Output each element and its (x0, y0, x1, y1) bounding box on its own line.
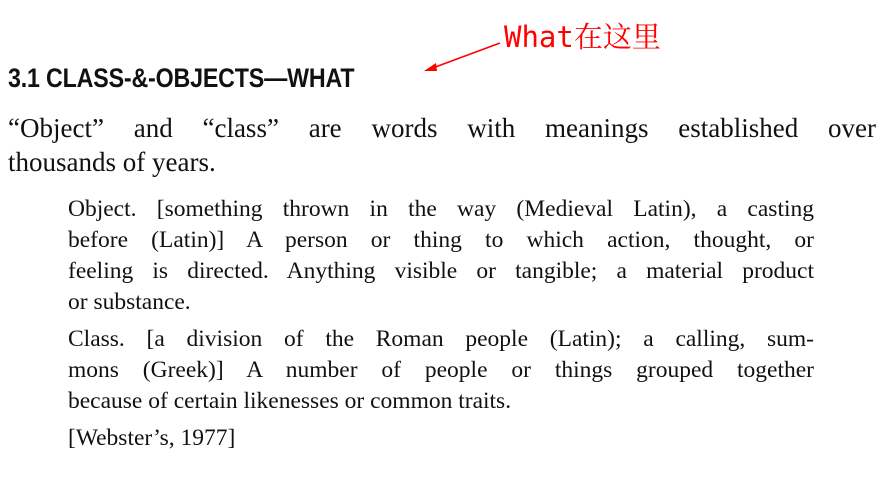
object-definition-line: or substance. (68, 289, 191, 315)
dictionary-quote (68, 194, 814, 460)
citation: [Webster’s, 1977] (68, 425, 236, 451)
class-definition (68, 324, 814, 417)
object-definition-line: feeling is directed. Anything visible or tangible; a material product (68, 258, 814, 284)
object-definition-line: before (Latin)] A person or thing to which action, thought, or (68, 227, 814, 253)
intro-line: thousands of years. (8, 147, 216, 177)
handwritten-annotation: What在这里 (504, 20, 661, 54)
intro-paragraph (8, 111, 876, 179)
class-definition-line: Class. [a division of the Roman people (Latin); a calling, sum- (68, 326, 814, 352)
object-definition (68, 194, 814, 318)
intro-line: “Object” and “class” are words with meanings established over (8, 113, 876, 143)
object-definition-line: Object. [something thrown in the way (Medieval Latin), a casting (68, 196, 814, 222)
section-heading: 3.1 CLASS-&-OBJECTS—WHAT (8, 63, 355, 93)
class-definition-line: because of certain likenesses or common traits. (68, 388, 512, 414)
class-definition-line: mons (Greek)] A number of people or things grouped together (68, 357, 814, 383)
